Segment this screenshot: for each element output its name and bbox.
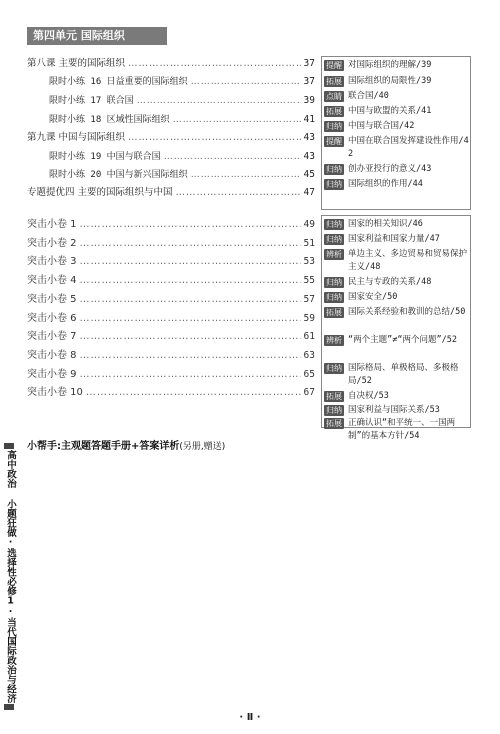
tip-tag: 归纳	[326, 122, 342, 131]
entry-page: 63	[303, 349, 315, 361]
tip-text: 中国与联合国/42	[348, 121, 415, 131]
tip-tag: 归纳	[326, 364, 342, 373]
tips-box-2	[321, 215, 471, 441]
entry-page: 37	[303, 58, 315, 69]
leader-dots	[80, 217, 301, 233]
helper-note	[27, 437, 225, 452]
toc-entry	[27, 56, 315, 72]
tip-item	[324, 291, 470, 304]
spine-title: 高中政治 小题狂做·选择性必修1·当代国际政治与经济	[5, 450, 16, 703]
tip-item	[324, 417, 470, 443]
leader-dots	[80, 273, 301, 289]
entry-page: 55	[303, 275, 315, 287]
entry-title: 限时小练 20 中国与新兴国际组织	[49, 170, 188, 180]
test-row	[27, 217, 315, 233]
entry-title: 突击小卷 7	[27, 331, 77, 343]
entry-title: 突击小卷 3	[27, 256, 77, 268]
tip-text: 创办亚投行的意义/43	[348, 164, 432, 174]
entry-page: 43	[303, 151, 315, 162]
leader-dots	[173, 112, 301, 128]
entry-page: 49	[303, 219, 315, 230]
spine-bar-top	[4, 443, 14, 449]
tip-text: 国际组织的作用/44	[348, 179, 423, 189]
entry-page: 61	[303, 331, 315, 343]
leader-dots	[128, 130, 301, 146]
tip-text: 国际组织的局限性/39	[348, 76, 432, 86]
leader-dots	[80, 254, 301, 270]
test-row	[27, 367, 315, 383]
tip-tag: 辨析	[326, 250, 342, 259]
spine-bar-bottom	[4, 704, 14, 710]
tip-text: 联合国/40	[348, 91, 389, 101]
toc-entry	[27, 185, 315, 201]
entry-page: 57	[303, 293, 315, 305]
tip-tag: 归纳	[326, 235, 342, 244]
leader-dots	[137, 93, 301, 109]
entry-title: 第九课 中国与国际组织	[27, 132, 126, 143]
tip-text: 国家的相关知识/46	[348, 219, 423, 229]
entry-title: 突击小卷 4	[27, 275, 77, 287]
tip-text: 自决权/53	[348, 391, 389, 401]
tip-text: 中国在联合国发挥建设性作用/42	[348, 136, 469, 159]
leader-dots	[191, 74, 301, 90]
tip-tag: 拓展	[326, 308, 342, 317]
tip-tag: 拓展	[326, 419, 342, 428]
tip-text: 国家安全/50	[348, 292, 398, 302]
leader-dots	[80, 348, 301, 364]
entry-page: 39	[303, 95, 315, 106]
tip-text: 国际格局、单极格局、多极格局/52	[348, 363, 459, 386]
tip-text: 正确认识“和平统一、一国两制”的基本方针/54	[348, 418, 456, 441]
tip-text: “两个主题”≠“两个问题”/52	[348, 335, 457, 345]
test-row	[27, 292, 315, 308]
tip-tag: 归纳	[326, 278, 342, 287]
entry-title: 限时小练 19 中国与联合国	[49, 152, 161, 162]
entry-page: 65	[303, 368, 315, 380]
entry-title: 限时小练 18 区域性国际组织	[49, 115, 170, 125]
entry-title: 突击小卷 10	[27, 387, 83, 399]
toc-subentry	[49, 167, 315, 183]
test-row	[27, 273, 315, 289]
tip-item	[324, 135, 470, 161]
leader-dots	[86, 385, 301, 401]
toc-subentry	[49, 93, 315, 109]
tip-item	[324, 120, 470, 133]
test-row	[27, 385, 315, 401]
tip-item	[324, 362, 470, 388]
tip-item	[324, 90, 470, 103]
test-row	[27, 236, 315, 252]
tip-tag: 归纳	[326, 165, 342, 174]
entry-title: 突击小卷 8	[27, 349, 77, 361]
tip-item	[324, 59, 470, 72]
entry-page: 43	[303, 132, 315, 143]
tip-tag: 归纳	[326, 293, 342, 302]
tip-text: 民主与专政的关系/48	[348, 277, 432, 287]
entry-page: 45	[303, 169, 315, 180]
tip-item	[324, 276, 470, 289]
tip-tag: 拓展	[326, 392, 342, 401]
entry-page: 51	[303, 237, 315, 249]
entry-title: 突击小卷 9	[27, 368, 77, 380]
leader-dots	[164, 149, 301, 165]
entry-page: 47	[303, 187, 315, 198]
leader-dots	[191, 167, 301, 183]
tip-text: 中国与欧盟的关系/41	[348, 106, 432, 116]
leader-dots	[80, 311, 301, 327]
tip-item	[324, 178, 470, 191]
entry-title: 突击小卷 1	[27, 219, 77, 230]
unit-header: 第四单元 国际组织	[27, 27, 167, 45]
tip-item	[324, 334, 470, 347]
toc-entry	[27, 130, 315, 146]
test-row	[27, 254, 315, 270]
tip-text: 国际关系经验和教训的总结/50	[348, 307, 466, 317]
tip-tag: 归纳	[326, 406, 342, 415]
entry-title: 限时小练 17 联合国	[49, 96, 134, 106]
entry-page: 67	[303, 387, 315, 399]
entry-title: 突击小卷 6	[27, 312, 77, 324]
test-row	[27, 311, 315, 327]
tip-item	[324, 163, 470, 176]
entry-page: 37	[303, 76, 315, 87]
tip-item	[324, 390, 470, 403]
tip-tag: 点睛	[326, 92, 342, 101]
tip-item	[324, 404, 470, 417]
entry-title: 第八课 主要的国际组织	[27, 58, 126, 69]
tip-item	[324, 105, 470, 118]
entry-page: 41	[303, 114, 315, 125]
tip-tag: 归纳	[326, 180, 342, 189]
tip-tag: 辨析	[326, 336, 342, 345]
tip-item	[324, 248, 470, 274]
leader-dots	[80, 329, 301, 345]
test-row	[27, 348, 315, 364]
tip-text: 国家利益与国际关系/53	[348, 405, 440, 415]
toc-subentry	[49, 149, 315, 165]
leader-dots	[128, 56, 301, 72]
tips-box-1	[321, 56, 471, 210]
toc-subentry	[49, 74, 315, 90]
tip-text: 国家利益和国家力量/47	[348, 234, 440, 244]
tip-tag: 拓展	[326, 107, 342, 116]
tip-item	[324, 75, 470, 88]
tip-tag: 归纳	[326, 220, 342, 229]
entry-title: 限时小练 16 日益重要的国际组织	[49, 77, 188, 87]
entry-title: 专题提优四 主要的国际组织与中国	[27, 187, 173, 198]
entry-title: 突击小卷 5	[27, 293, 77, 305]
tip-tag: 提醒	[326, 137, 342, 146]
tip-text: 单边主义、多边贸易和贸易保护主义/48	[348, 249, 468, 272]
page-number: · Ⅱ ·	[239, 712, 261, 723]
entry-title: 突击小卷 2	[27, 237, 77, 249]
tip-tag: 提醒	[326, 61, 342, 70]
leader-dots	[80, 367, 301, 383]
leader-dots	[176, 185, 301, 201]
tip-item	[324, 306, 470, 319]
entry-page: 59	[303, 312, 315, 324]
tip-item	[324, 218, 470, 231]
entry-page: 53	[303, 256, 315, 268]
leader-dots	[80, 292, 301, 308]
helper-main: 小帮手:主观题答题手册+答案详析	[27, 441, 180, 452]
helper-note-suffix: (另册,赠送)	[179, 442, 226, 452]
tip-text: 对国际组织的理解/39	[348, 60, 432, 70]
test-row	[27, 329, 315, 345]
toc-subentry	[49, 112, 315, 128]
leader-dots	[80, 236, 301, 252]
tip-item	[324, 233, 470, 246]
tip-tag: 拓展	[326, 77, 342, 86]
